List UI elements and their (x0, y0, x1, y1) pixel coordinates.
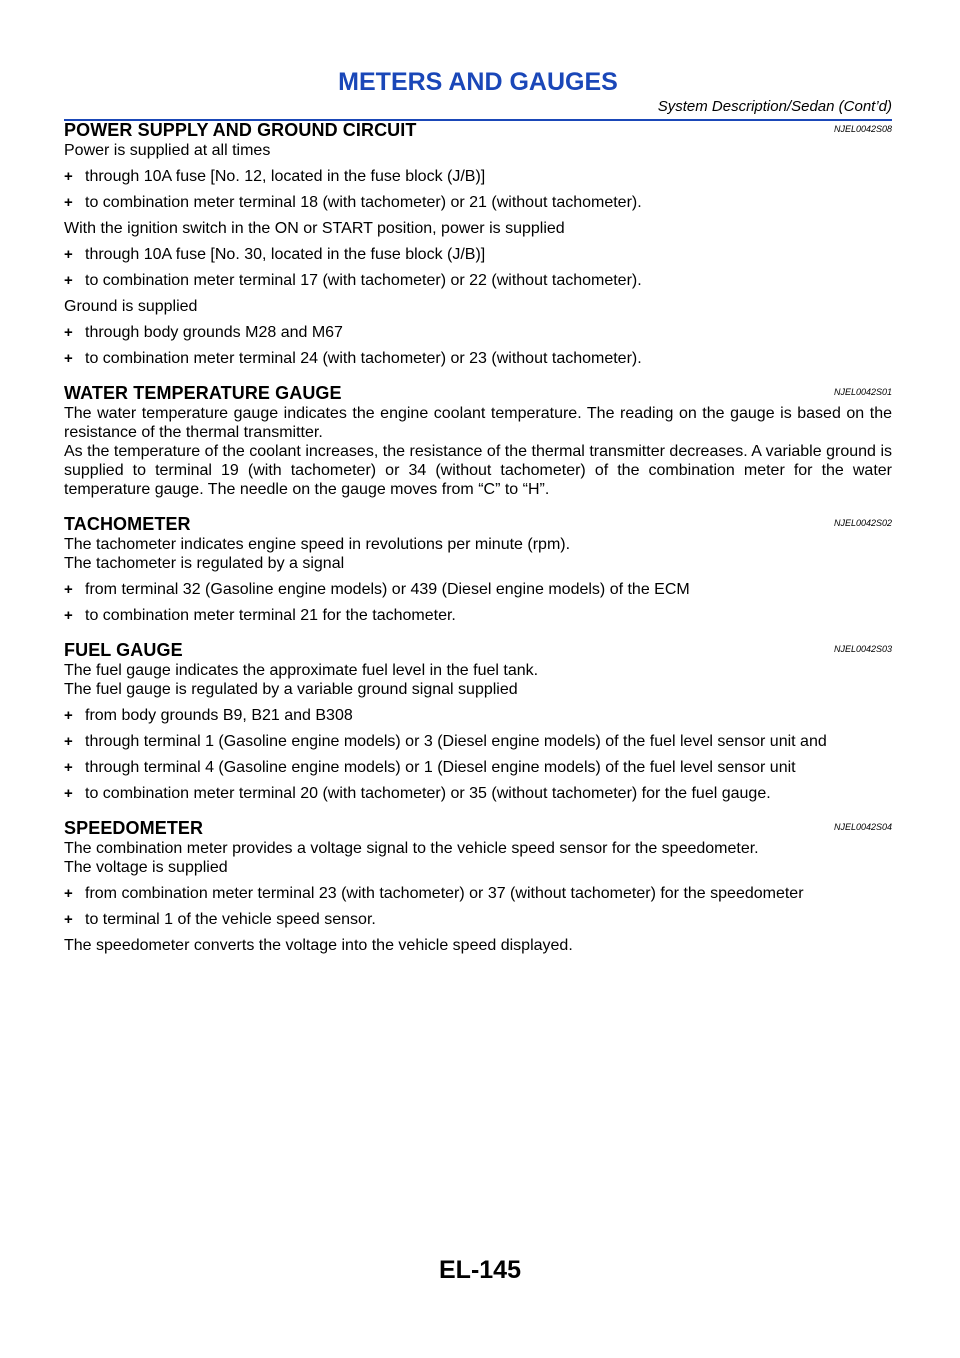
bullet-text: to terminal 1 of the vehicle speed sensor. (85, 911, 376, 928)
section-fuel-gauge (64, 639, 892, 803)
bullet-text: to combination meter terminal 20 (with tachometer) or 35 (without tachometer) for the fuel gauge. (85, 785, 771, 802)
paragraph: Power is supplied at all times (64, 142, 271, 159)
section-power-supply (64, 119, 892, 368)
plus-bullet-icon: + (64, 707, 73, 724)
bullet-list (64, 884, 892, 929)
bullet-list (64, 245, 892, 290)
section-code: NJEL0042S04 (833, 822, 892, 832)
plus-bullet-icon: + (64, 759, 73, 776)
bullet-text: from combination meter terminal 23 (with tachometer) or 37 (without tachometer) for the speedometer (85, 885, 804, 902)
page-header (64, 68, 892, 121)
bullet-text: to combination meter terminal 21 for the tachometer. (85, 607, 456, 624)
paragraph: The water temperature gauge indicates the engine coolant temperature. The reading on the gauge is based on the resistance of the thermal transmitter. (64, 405, 892, 441)
bullet-list (64, 323, 892, 368)
section-code: NJEL0042S08 (833, 124, 892, 134)
bullet-item (64, 758, 892, 777)
bullet-item (64, 706, 892, 725)
paragraph: With the ignition switch in the ON or START position, power is supplied (64, 220, 565, 237)
plus-bullet-icon: + (64, 911, 73, 928)
section-code: NJEL0042S03 (833, 644, 892, 654)
paragraph: The fuel gauge indicates the approximate fuel level in the fuel tank. (64, 662, 539, 679)
paragraph: Ground is supplied (64, 298, 198, 315)
bullet-list (64, 580, 892, 625)
plus-bullet-icon: + (64, 607, 73, 624)
section-title: TACHOMETER (64, 514, 191, 534)
plus-bullet-icon: + (64, 785, 73, 802)
section-water-temperature-gauge (64, 382, 892, 499)
bullet-item (64, 580, 892, 599)
paragraph: The speedometer converts the voltage into the vehicle speed displayed. (64, 937, 573, 954)
bullet-item (64, 193, 892, 212)
section-heading (64, 639, 892, 661)
bullet-item (64, 167, 892, 186)
header-subtitle: System Description/Sedan (Cont’d) (657, 98, 892, 115)
plus-bullet-icon: + (64, 324, 73, 341)
bullet-text: to combination meter terminal 24 (with tachometer) or 23 (without tachometer). (85, 350, 642, 367)
bullet-item (64, 784, 892, 803)
section-heading (64, 513, 892, 535)
plus-bullet-icon: + (64, 350, 73, 367)
page-content (64, 119, 892, 969)
bullet-text: through terminal 1 (Gasoline engine models) or 3 (Diesel engine models) of the fuel level sensor unit and (85, 733, 827, 750)
section-title: POWER SUPPLY AND GROUND CIRCUIT (64, 120, 417, 140)
bullet-item (64, 245, 892, 264)
section-tachometer (64, 513, 892, 625)
paragraph: As the temperature of the coolant increases, the resistance of the thermal transmitter decreases. A variable ground is supplied to terminal 19 (with tachometer) or 34 (without tachometer) of the combination meter for the water temperature gauge. The needle on the gauge moves from “C” to “H”. (64, 443, 892, 498)
section-title: FUEL GAUGE (64, 640, 183, 660)
section-heading (64, 382, 892, 404)
page-number: EL-145 (439, 1256, 521, 1284)
plus-bullet-icon: + (64, 885, 73, 902)
paragraph: The tachometer indicates engine speed in revolutions per minute (rpm). (64, 536, 571, 553)
plus-bullet-icon: + (64, 194, 73, 211)
section-title: WATER TEMPERATURE GAUGE (64, 383, 342, 403)
paragraph: The tachometer is regulated by a signal (64, 555, 345, 572)
paragraph: The fuel gauge is regulated by a variable ground signal supplied (64, 681, 518, 698)
bullet-list (64, 167, 892, 212)
plus-bullet-icon: + (64, 733, 73, 750)
plus-bullet-icon: + (64, 581, 73, 598)
bullet-item (64, 606, 892, 625)
section-title: SPEEDOMETER (64, 818, 204, 838)
bullet-item (64, 732, 892, 751)
section-code: NJEL0042S01 (833, 387, 892, 397)
paragraph: The combination meter provides a voltage signal to the vehicle speed sensor for the speedometer. (64, 840, 759, 857)
bullet-item (64, 910, 892, 929)
paragraph: The voltage is supplied (64, 859, 228, 876)
bullet-text: through 10A fuse [No. 30, located in the fuse block (J/B)] (85, 246, 486, 263)
bullet-text: through 10A fuse [No. 12, located in the fuse block (J/B)] (85, 168, 486, 185)
section-code: NJEL0042S02 (833, 518, 892, 528)
bullet-list (64, 706, 892, 803)
bullet-text: from terminal 32 (Gasoline engine models) or 439 (Diesel engine models) of the ECM (85, 581, 690, 598)
bullet-text: from body grounds B9, B21 and B308 (85, 707, 353, 724)
bullet-item (64, 323, 892, 342)
bullet-item (64, 349, 892, 368)
bullet-item (64, 271, 892, 290)
bullet-item (64, 884, 892, 903)
plus-bullet-icon: + (64, 246, 73, 263)
bullet-text: to combination meter terminal 18 (with tachometer) or 21 (without tachometer). (85, 194, 642, 211)
section-heading (64, 817, 892, 839)
header-title: METERS AND GAUGES (338, 68, 618, 96)
bullet-text: to combination meter terminal 17 (with tachometer) or 22 (without tachometer). (85, 272, 642, 289)
section-speedometer (64, 817, 892, 955)
section-heading (64, 119, 892, 141)
bullet-text: through terminal 4 (Gasoline engine models) or 1 (Diesel engine models) of the fuel level sensor unit (85, 759, 796, 776)
bullet-text: through body grounds M28 and M67 (85, 324, 343, 341)
plus-bullet-icon: + (64, 272, 73, 289)
plus-bullet-icon: + (64, 168, 73, 185)
